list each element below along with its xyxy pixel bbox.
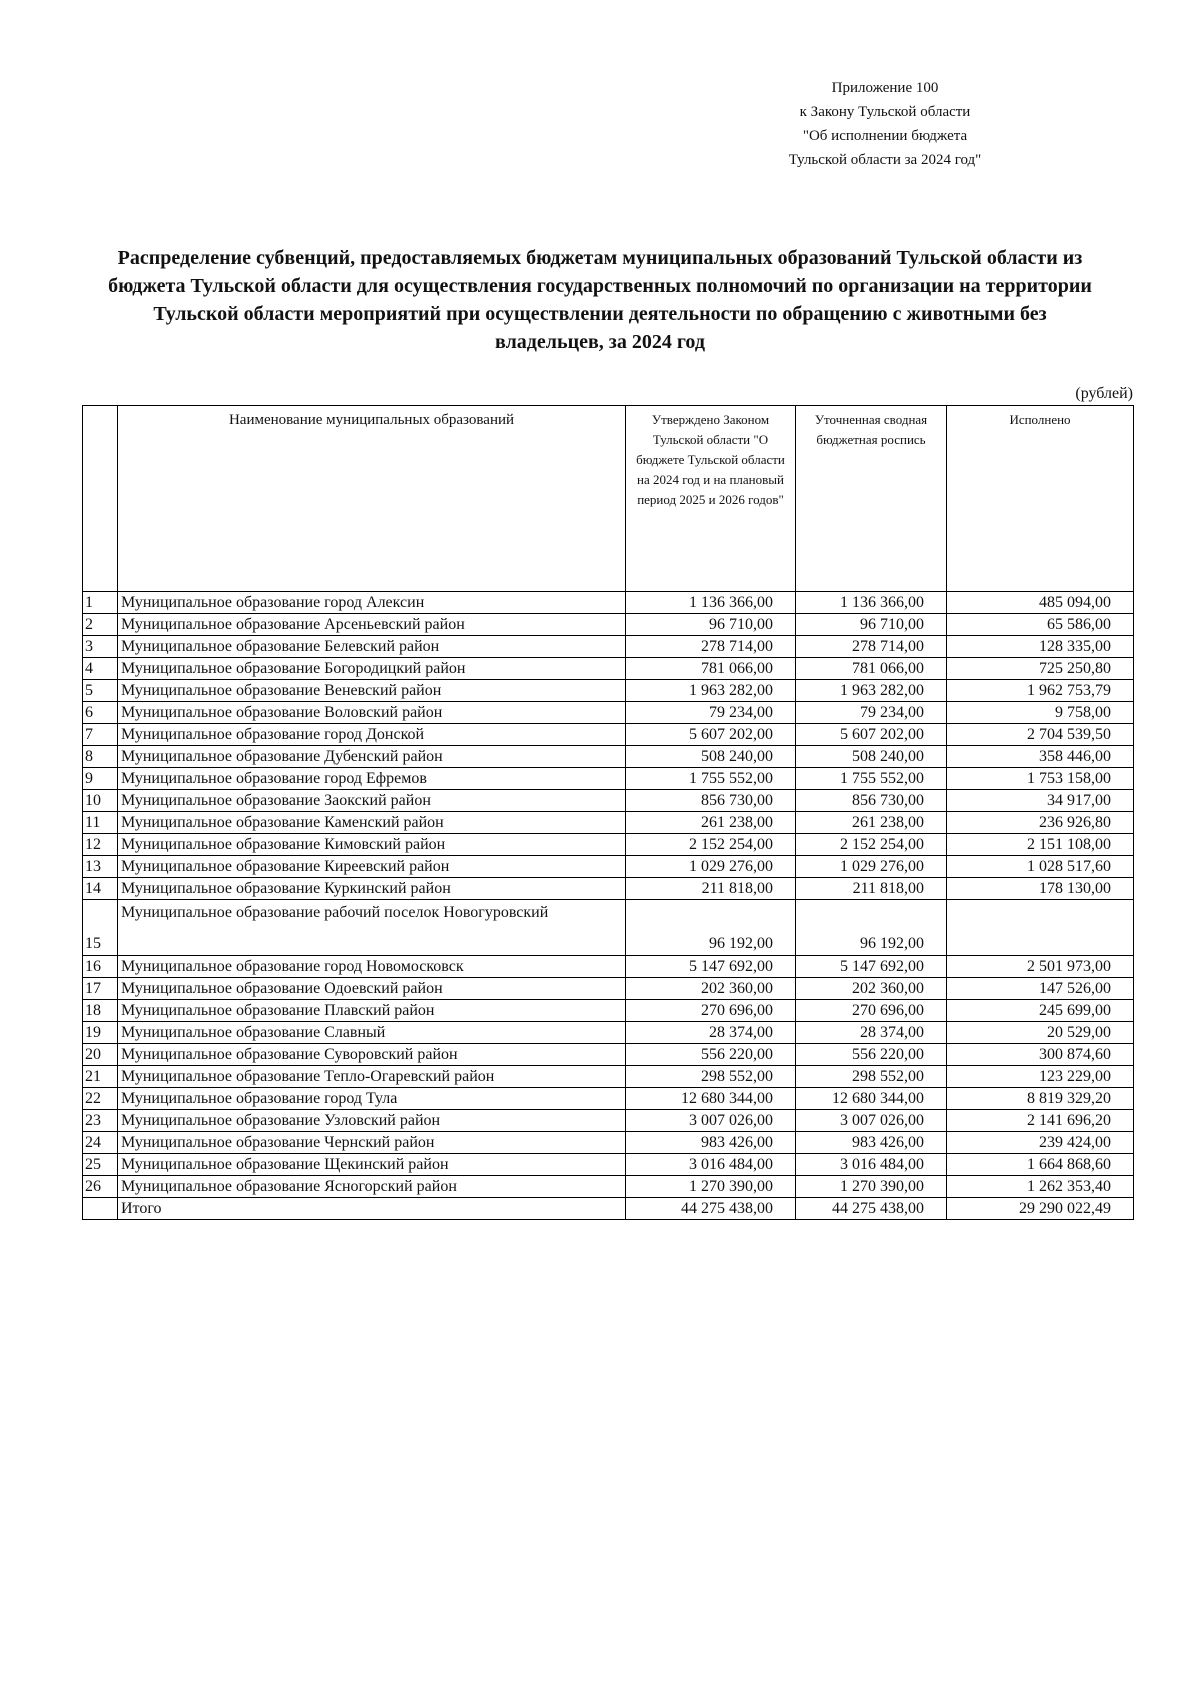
table-row — [83, 812, 1134, 834]
total-label: Итого — [118, 1198, 626, 1220]
row-executed: 1 753 158,00 — [947, 768, 1134, 790]
row-approved: 1 755 552,00 — [626, 768, 796, 790]
table-body — [83, 592, 1134, 1198]
row-name: Муниципальное образование Куркинский район — [118, 878, 626, 900]
row-name: Муниципальное образование Каменский район — [118, 812, 626, 834]
table-row — [83, 658, 1134, 680]
table-row — [83, 614, 1134, 636]
row-executed: 1 028 517,60 — [947, 856, 1134, 878]
row-index: 3 — [83, 636, 118, 658]
row-index: 19 — [83, 1022, 118, 1044]
row-index: 8 — [83, 746, 118, 768]
row-index: 21 — [83, 1066, 118, 1088]
row-approved: 5 607 202,00 — [626, 724, 796, 746]
header-refined: Уточненная сводная бюджетная роспись — [796, 406, 947, 592]
row-executed: 236 926,80 — [947, 812, 1134, 834]
row-refined: 1 136 366,00 — [796, 592, 947, 614]
row-name: Муниципальное образование Веневский район — [118, 680, 626, 702]
row-executed: 239 424,00 — [947, 1132, 1134, 1154]
row-refined: 2 152 254,00 — [796, 834, 947, 856]
row-name: Муниципальное образование Щекинский район — [118, 1154, 626, 1176]
row-index: 2 — [83, 614, 118, 636]
table-row — [83, 900, 1134, 956]
row-name: Муниципальное образование Заокский район — [118, 790, 626, 812]
row-name: Муниципальное образование Славный — [118, 1022, 626, 1044]
table-row — [83, 746, 1134, 768]
appendix-line: "Об исполнении бюджета — [802, 128, 968, 144]
row-refined: 261 238,00 — [796, 812, 947, 834]
row-name: Муниципальное образование город Тула — [118, 1088, 626, 1110]
row-refined: 278 714,00 — [796, 636, 947, 658]
row-name: Муниципальное образование город Донской — [118, 724, 626, 746]
row-index: 15 — [83, 900, 118, 956]
row-refined: 211 818,00 — [796, 878, 947, 900]
row-refined: 3 007 026,00 — [796, 1110, 947, 1132]
row-executed: 358 446,00 — [947, 746, 1134, 768]
row-name: Муниципальное образование рабочий поселок Новогуровский — [118, 900, 626, 956]
row-name: Муниципальное образование Белевский район — [118, 636, 626, 658]
header-index — [83, 406, 118, 592]
row-approved: 5 147 692,00 — [626, 956, 796, 978]
row-executed: 178 130,00 — [947, 878, 1134, 900]
row-name: Муниципальное образование Воловский район — [118, 702, 626, 724]
table-row — [83, 856, 1134, 878]
row-executed — [947, 900, 1134, 956]
table-row — [83, 680, 1134, 702]
row-approved: 261 238,00 — [626, 812, 796, 834]
row-approved: 1 270 390,00 — [626, 1176, 796, 1198]
table-row — [83, 978, 1134, 1000]
table-row — [83, 956, 1134, 978]
table-row — [83, 1132, 1134, 1154]
row-index: 4 — [83, 658, 118, 680]
row-name: Муниципальное образование Арсеньевский район — [118, 614, 626, 636]
table-row — [83, 1176, 1134, 1198]
row-name: Муниципальное образование город Алексин — [118, 592, 626, 614]
row-refined: 556 220,00 — [796, 1044, 947, 1066]
row-index: 23 — [83, 1110, 118, 1132]
row-executed: 9 758,00 — [947, 702, 1134, 724]
row-name: Муниципальное образование Дубенский район — [118, 746, 626, 768]
table-row — [83, 1000, 1134, 1022]
row-approved: 96 710,00 — [626, 614, 796, 636]
table-header-row — [83, 406, 1134, 592]
row-name: Муниципальное образование Одоевский район — [118, 978, 626, 1000]
row-refined: 79 234,00 — [796, 702, 947, 724]
row-executed: 485 094,00 — [947, 592, 1134, 614]
row-approved: 96 192,00 — [626, 900, 796, 956]
row-approved: 28 374,00 — [626, 1022, 796, 1044]
table-row — [83, 592, 1134, 614]
row-executed: 147 526,00 — [947, 978, 1134, 1000]
row-approved: 1 963 282,00 — [626, 680, 796, 702]
row-name: Муниципальное образование город Новомосковск — [118, 956, 626, 978]
appendix-line: к Закону Тульской области — [799, 104, 971, 120]
table-row — [83, 636, 1134, 658]
row-executed: 34 917,00 — [947, 790, 1134, 812]
row-executed: 2 501 973,00 — [947, 956, 1134, 978]
table-row — [83, 1066, 1134, 1088]
row-refined: 5 147 692,00 — [796, 956, 947, 978]
row-refined: 96 192,00 — [796, 900, 947, 956]
row-index: 25 — [83, 1154, 118, 1176]
row-index: 6 — [83, 702, 118, 724]
row-index: 1 — [83, 592, 118, 614]
row-refined: 508 240,00 — [796, 746, 947, 768]
row-index: 9 — [83, 768, 118, 790]
row-executed: 300 874,60 — [947, 1044, 1134, 1066]
appendix-header — [720, 76, 1050, 172]
row-name: Муниципальное образование Киреевский район — [118, 856, 626, 878]
row-approved: 856 730,00 — [626, 790, 796, 812]
row-index: 12 — [83, 834, 118, 856]
table-row — [83, 878, 1134, 900]
row-refined: 96 710,00 — [796, 614, 947, 636]
row-index: 14 — [83, 878, 118, 900]
appendix-line: Приложение 100 — [831, 80, 939, 96]
table-row — [83, 834, 1134, 856]
row-approved: 211 818,00 — [626, 878, 796, 900]
row-index: 17 — [83, 978, 118, 1000]
row-refined: 983 426,00 — [796, 1132, 947, 1154]
row-index: 24 — [83, 1132, 118, 1154]
row-approved: 298 552,00 — [626, 1066, 796, 1088]
row-approved: 1 029 276,00 — [626, 856, 796, 878]
row-refined: 298 552,00 — [796, 1066, 947, 1088]
table-row — [83, 1154, 1134, 1176]
table-row — [83, 724, 1134, 746]
row-refined: 5 607 202,00 — [796, 724, 947, 746]
row-name: Муниципальное образование Тепло-Огаревский район — [118, 1066, 626, 1088]
row-name: Муниципальное образование Плавский район — [118, 1000, 626, 1022]
row-index: 10 — [83, 790, 118, 812]
row-approved: 508 240,00 — [626, 746, 796, 768]
row-refined: 1 963 282,00 — [796, 680, 947, 702]
table-row — [83, 1088, 1134, 1110]
subvention-table — [82, 405, 1134, 1220]
row-executed: 65 586,00 — [947, 614, 1134, 636]
row-approved: 12 680 344,00 — [626, 1088, 796, 1110]
table-row — [83, 790, 1134, 812]
total-index — [83, 1198, 118, 1220]
row-index: 7 — [83, 724, 118, 746]
document-title: Распределение субвенций, предоставляемых бюджетам муниципальных образований Тульской области из бюджета Тульской области для осуществления государственных полномочий по организации на территории Тульской области мероприятий при осуществлении деятельности по обращению с животными без владельцев, за 2024 год — [108, 247, 1092, 353]
row-executed: 725 250,80 — [947, 658, 1134, 680]
total-refined: 44 275 438,00 — [796, 1198, 947, 1220]
row-approved: 781 066,00 — [626, 658, 796, 680]
row-refined: 1 270 390,00 — [796, 1176, 947, 1198]
total-executed: 29 290 022,49 — [947, 1198, 1134, 1220]
row-refined: 856 730,00 — [796, 790, 947, 812]
row-approved: 79 234,00 — [626, 702, 796, 724]
row-name: Муниципальное образование Суворовский район — [118, 1044, 626, 1066]
row-index: 16 — [83, 956, 118, 978]
row-approved: 3 007 026,00 — [626, 1110, 796, 1132]
row-index: 13 — [83, 856, 118, 878]
total-row — [83, 1198, 1134, 1220]
row-executed: 1 664 868,60 — [947, 1154, 1134, 1176]
row-executed: 123 229,00 — [947, 1066, 1134, 1088]
row-index: 20 — [83, 1044, 118, 1066]
table-row — [83, 1022, 1134, 1044]
row-executed: 2 704 539,50 — [947, 724, 1134, 746]
row-index: 18 — [83, 1000, 118, 1022]
row-index: 22 — [83, 1088, 118, 1110]
row-name: Муниципальное образование Узловский район — [118, 1110, 626, 1132]
row-name: Муниципальное образование Чернский район — [118, 1132, 626, 1154]
row-approved: 3 016 484,00 — [626, 1154, 796, 1176]
row-refined: 202 360,00 — [796, 978, 947, 1000]
row-executed: 2 141 696,20 — [947, 1110, 1134, 1132]
unit-label: (рублей) — [1075, 385, 1133, 402]
row-refined: 12 680 344,00 — [796, 1088, 947, 1110]
table-row — [83, 1044, 1134, 1066]
row-name: Муниципальное образование Ясногорский район — [118, 1176, 626, 1198]
row-refined: 28 374,00 — [796, 1022, 947, 1044]
row-executed: 1 262 353,40 — [947, 1176, 1134, 1198]
row-approved: 270 696,00 — [626, 1000, 796, 1022]
row-executed: 128 335,00 — [947, 636, 1134, 658]
row-executed: 8 819 329,20 — [947, 1088, 1134, 1110]
row-approved: 1 136 366,00 — [626, 592, 796, 614]
header-name: Наименование муниципальных образований — [118, 406, 626, 592]
row-refined: 781 066,00 — [796, 658, 947, 680]
row-executed: 2 151 108,00 — [947, 834, 1134, 856]
table-row — [83, 1110, 1134, 1132]
total-approved: 44 275 438,00 — [626, 1198, 796, 1220]
header-executed: Исполнено — [947, 406, 1134, 592]
row-index: 11 — [83, 812, 118, 834]
row-refined: 1 029 276,00 — [796, 856, 947, 878]
row-approved: 983 426,00 — [626, 1132, 796, 1154]
row-approved: 202 360,00 — [626, 978, 796, 1000]
row-name: Муниципальное образование город Ефремов — [118, 768, 626, 790]
row-index: 5 — [83, 680, 118, 702]
table-row — [83, 702, 1134, 724]
row-executed: 245 699,00 — [947, 1000, 1134, 1022]
appendix-line: Тульской области за 2024 год" — [788, 152, 982, 168]
row-approved: 2 152 254,00 — [626, 834, 796, 856]
row-name: Муниципальное образование Богородицкий район — [118, 658, 626, 680]
row-refined: 1 755 552,00 — [796, 768, 947, 790]
row-name: Муниципальное образование Кимовский район — [118, 834, 626, 856]
row-index: 26 — [83, 1176, 118, 1198]
row-executed: 1 962 753,79 — [947, 680, 1134, 702]
row-approved: 556 220,00 — [626, 1044, 796, 1066]
table-row — [83, 768, 1134, 790]
header-approved: Утверждено Законом Тульской области "О бюджете Тульской области на 2024 год и на плановый период 2025 и 2026 годов" — [626, 406, 796, 592]
row-refined: 3 016 484,00 — [796, 1154, 947, 1176]
row-approved: 278 714,00 — [626, 636, 796, 658]
row-executed: 20 529,00 — [947, 1022, 1134, 1044]
row-refined: 270 696,00 — [796, 1000, 947, 1022]
